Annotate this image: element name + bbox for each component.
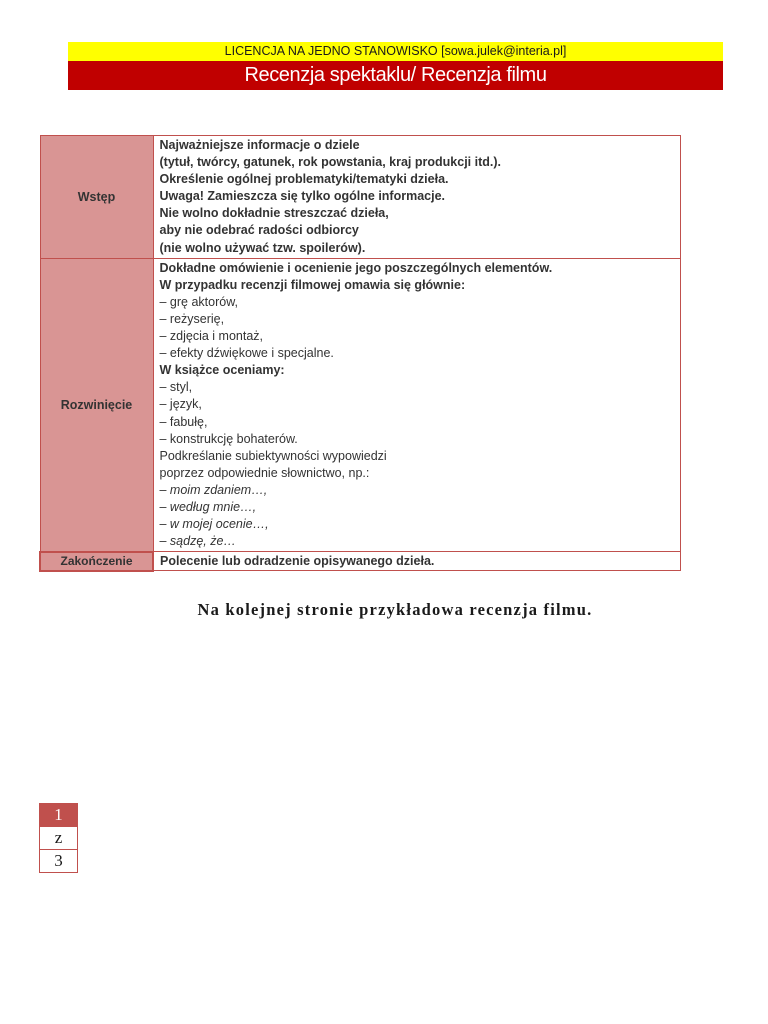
content-line: – grę aktorów, — [159, 294, 239, 309]
table-row-zakonczenie — [40, 552, 681, 571]
row-label-wstep: Wstęp — [40, 136, 153, 259]
content-line: Uwaga! Zamieszcza się tylko ogólne informacje. — [159, 189, 446, 204]
content-line: – styl, — [159, 380, 193, 395]
table-row-rozwiniecie — [40, 258, 681, 552]
content-line: W książce oceniamy: — [159, 363, 285, 378]
content-line: W przypadku recenzji filmowej omawia się głównie: — [159, 277, 466, 292]
content-line: – sądzę, że… — [159, 534, 236, 549]
content-line: – moim zdaniem…, — [159, 482, 268, 497]
content-line: – w mojej ocenie…, — [159, 517, 269, 532]
page-separator: z — [39, 826, 78, 850]
content-line: Podkreślanie subiektywności wypowiedzi — [159, 448, 387, 463]
content-line: aby nie odebrać radości odbiorcy — [159, 223, 359, 238]
page-total: 3 — [39, 849, 78, 873]
content-line: Dokładne omówienie i ocenienie jego poszczególnych elementów. — [159, 260, 553, 275]
content-line: Nie wolno dokładnie streszczać dzieła, — [159, 206, 389, 221]
content-line: Najważniejsze informacje o dziele — [159, 138, 360, 152]
content-line: (tytuł, twórcy, gatunek, rok powstania, kraj produkcji itd.). — [159, 155, 501, 170]
row-content-wstep — [153, 136, 681, 259]
page-title: Recenzja spektaklu/ Recenzja filmu — [68, 61, 723, 90]
content-line: – fabułę, — [159, 414, 208, 429]
content-line: Polecenie lub odradzenie opisywanego dzieła. — [160, 554, 435, 569]
content-line: Określenie ogólnej problematyki/tematyki dzieła. — [159, 172, 449, 187]
row-content-rozwiniecie — [153, 258, 681, 552]
row-content-zakonczenie — [153, 552, 681, 571]
row-label-rozwiniecie: Rozwinięcie — [40, 258, 153, 552]
review-structure-table — [39, 135, 681, 572]
license-banner: LICENCJA NA JEDNO STANOWISKO [sowa.julek@interia.pl] — [68, 42, 723, 61]
content-line: (nie wolno używać tzw. spoilerów). — [159, 240, 366, 255]
content-line: – według mnie…, — [159, 499, 257, 514]
row-label-zakonczenie: Zakończenie — [40, 552, 153, 571]
table-row-wstep — [40, 136, 681, 259]
page-current: 1 — [39, 803, 78, 827]
content-line: poprzez odpowiednie słownictwo, np.: — [159, 465, 370, 480]
content-line: – zdjęcia i montaż, — [159, 329, 264, 344]
content-line: – efekty dźwiękowe i specjalne. — [159, 346, 334, 361]
page-indicator — [39, 803, 78, 873]
content-line: – reżyserię, — [159, 311, 225, 326]
next-page-note: Na kolejnej stronie przykładowa recenzja filmu. — [197, 600, 593, 619]
content-line: – konstrukcję bohaterów. — [159, 431, 298, 446]
content-line: – język, — [159, 397, 202, 412]
